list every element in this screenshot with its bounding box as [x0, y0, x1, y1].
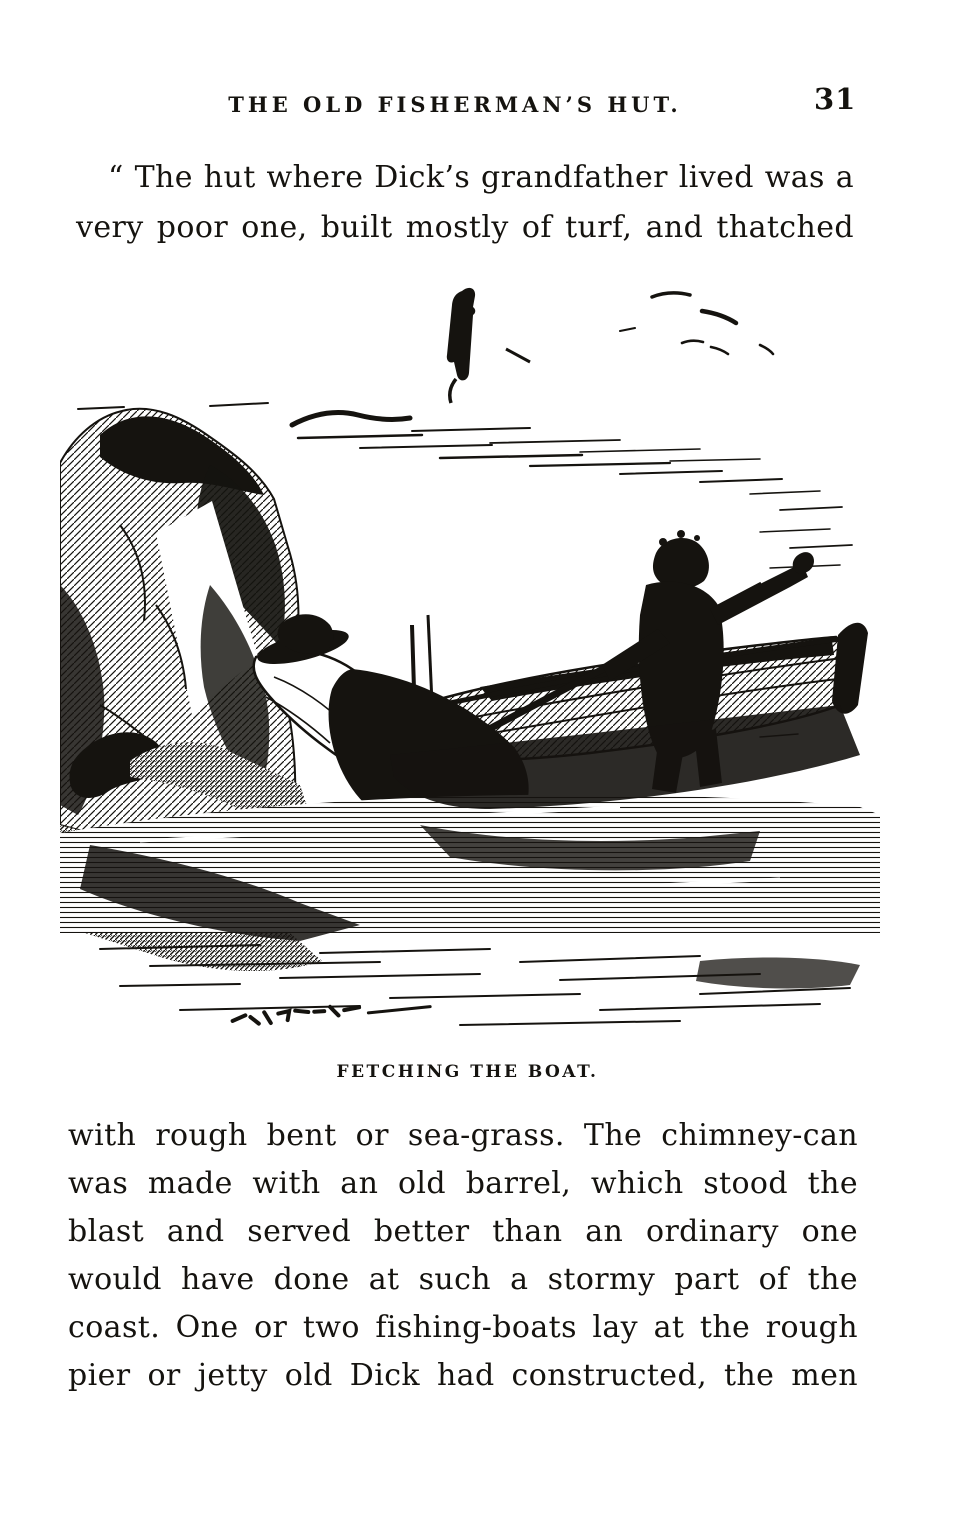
text-line: blast and served better than an ordinary one — [68, 1214, 858, 1249]
running-header-title: THE OLD FISHERMAN’S HUT. — [228, 92, 682, 117]
mast-tip — [447, 288, 530, 403]
figure-caption: FETCHING THE BOAT. — [336, 1062, 599, 1082]
body-paragraph — [68, 1112, 858, 1400]
text-line: with rough bent or sea-grass. The chimney-can — [68, 1118, 858, 1153]
page-number: 31 — [814, 82, 857, 116]
illustration-figure — [60, 285, 880, 1040]
text-line: very poor one, built mostly of turf, and thatched — [76, 210, 854, 245]
text-line: coast. One or two fishing-boats lay at the rough — [68, 1310, 858, 1345]
intro-paragraph — [76, 153, 854, 253]
engraver-scrawl — [232, 1002, 430, 1025]
text-line: pier or jetty old Dick had constructed, the men — [68, 1358, 858, 1393]
birds-strokes — [620, 293, 773, 354]
text-line: was made with an old barrel, which stood the — [68, 1166, 858, 1201]
text-line: “ The hut where Dick’s grandfather lived was a — [108, 160, 854, 195]
text-line: would have done at such a stormy part of the — [68, 1262, 858, 1297]
fetching-the-boat-engraving — [60, 285, 880, 1040]
